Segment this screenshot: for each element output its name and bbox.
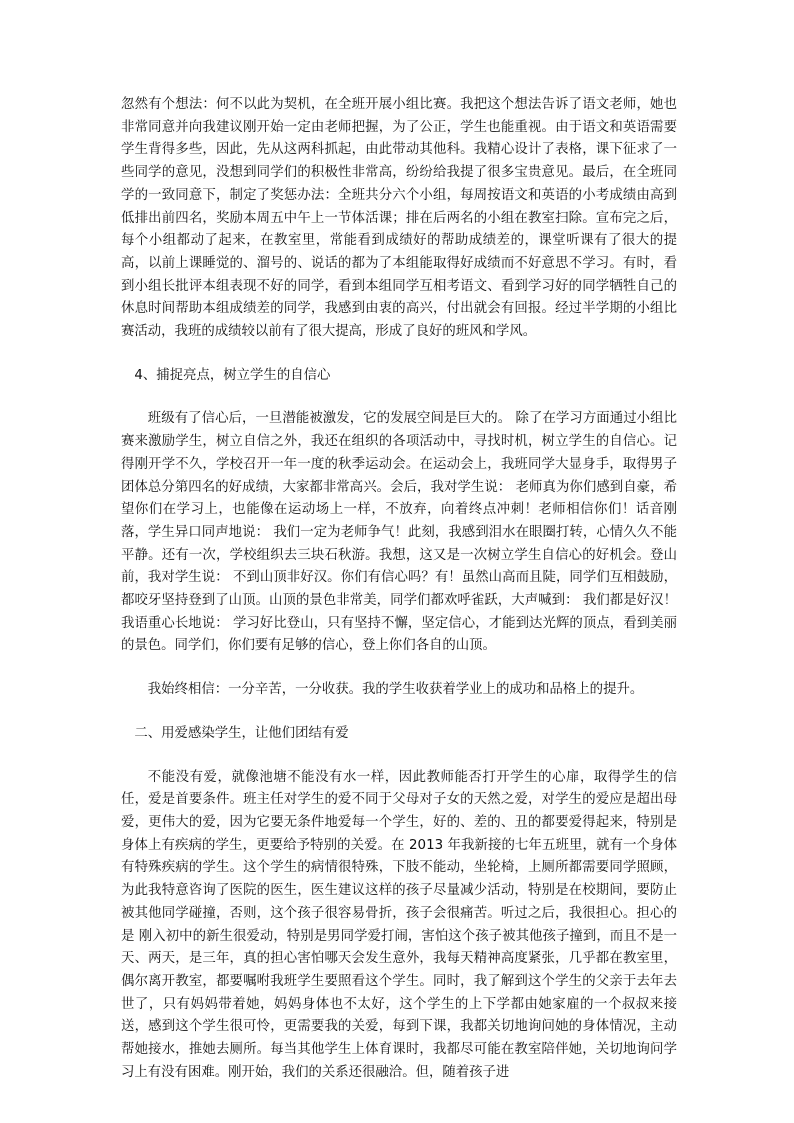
- section-heading-confidence: 4、捕捉亮点，树立学生的自信心: [134, 367, 331, 383]
- paragraph-confidence: 班级有了信心后，一旦潜能被激发，它的发展空间是巨大的。 除了在学习方面通过小组比赛来激励学生，树立自信之外，我还在组织的各项活动中，寻找时机，树立学生的自信心。记得刚开学不久，学校召开一年一度的秋季运动会。在运动会上，我班同学大显身手，取得男子团体总分第四名的好成绩，大家都非常高兴。会后，我对学生说： 老师真为你们感到自豪，希望你们在学习上，也能像在运动场上一样，不放弃，向着终点冲刺！老师相信你们！话音刚落，学生异口同声地说： 我们一定为老师争气！此刻，我感到泪水在眼圈打转，心情久久不能平静。还有一次，学校组织去三块石秋游。我想，这又是一次树立学生自信心的好机会。登山前，我对学生说： 不到山顶非好汉。你们有信心吗？有！虽然山高而且陡，同学们互相鼓励，都咬牙坚持登到了山顶。山顶的景色非常美，同学们都欢呼雀跃，大声喊到： 我们都是好汉！我语重心长地说： 学习好比登山，只有坚持不懈，坚定信心，才能到达光辉的顶点，看到美丽的景色。同学们，你们要有足够的信心，登上你们各自的山顶。: [121, 411, 677, 654]
- paragraph-belief: 我始终相信：一分辛苦，一分收获。我的学生收获着学业上的成功和品格上的提升。: [147, 682, 644, 698]
- section-heading-love: 二、用爱感染学生，让他们团结有爱: [134, 725, 349, 741]
- paragraph-love: 不能没有爱，就像池塘不能没有水一样，因此教师能否打开学生的心扉，取得学生的信任，爱是首要条件。班主任对学生的爱不同于父母对子女的天然之爱，对学生的爱应是超出母爱，更伟大的爱，因为它要无条件地爱每一个学生，好的、差的、丑的都要爱得起来，特别是身体上有疾病的学生，更要给予特别的关爱。在 2013 年我新接的七年五班里，就有一个身体有特殊疾病的学生。这个学生的病情很特殊，下肢不能动，坐轮椅，上厕所都需要同学照顾，为此我特意咨询了医院的医生，医生建议这样的孩子尽量减少活动，特别是在校期间，要防止被其他同学碰撞，否则，这个孩子很容易骨折，孩子会很痛苦。听过之后，我很担心。担心的是 刚入初中的新生很爱动，特别是男同学爱打闹，害怕这个孩子被其他孩子撞到，而且不是一天、两天，是三年，真的担心害怕哪天会发生意外，我每天精神高度紧张，几乎都在教室里，偶尔离开教室，都要嘱咐我班学生要照看这个学生。同时，我了解到这个学生的父亲于去年去世了，只有妈妈带着她，妈妈身体也不太好，这个学生的上下学都由她家雇的一个叔叔来接送，感到这个学生很可怜，更需要我的关爱，每到下课，我都关切地询问她的身体情况，主动帮她接水，推她去厕所。每当其他学生上体育课时，我都尽可能在教室陪伴她，关切地询问学习上有没有困难。刚开始，我们的关系还很融洽。但，随着孩子进: [121, 769, 677, 1080]
- document-body: [121, 94, 677, 1084]
- paragraph-group-competition: 忽然有个想法：何不以此为契机，在全班开展小组比赛。我把这个想法告诉了语文老师，她也非常同意并向我建议刚开始一定由老师把握，为了公正，学生也能重视。由于语文和英语需要学生背得多些，因此，先从这两科抓起，由此带动其他科。我精心设计了表格，课下征求了一些同学的意见，没想到同学们的积极性非常高，纷纷给我提了很多宝贵意见。最后，在全班同学的一致同意下，制定了奖惩办法：全班共分六个小组，每周按语文和英语的小考成绩由高到低排出前四名，奖励本周五中午上一节体活课；排在后两名的小组在教室扫除。宣布完之后，每个小组都动了起来，在教室里，常能看到成绩好的帮助成绩差的，课堂听课有了很大的提高，以前上课睡觉的、溜号的、说话的都为了本组能取得好成绩而不好意思不学习。有时，看到小组长批评本组表现不好的同学，看到本组同学互相考语文、看到学习好的同学牺牲自己的休息时间帮助本组成绩差的同学，我感到由衷的高兴，付出就会有回报。经过半学期的小组比赛活动，我班的成绩较以前有了很大提高，形成了良好的班风和学风。: [121, 97, 677, 340]
